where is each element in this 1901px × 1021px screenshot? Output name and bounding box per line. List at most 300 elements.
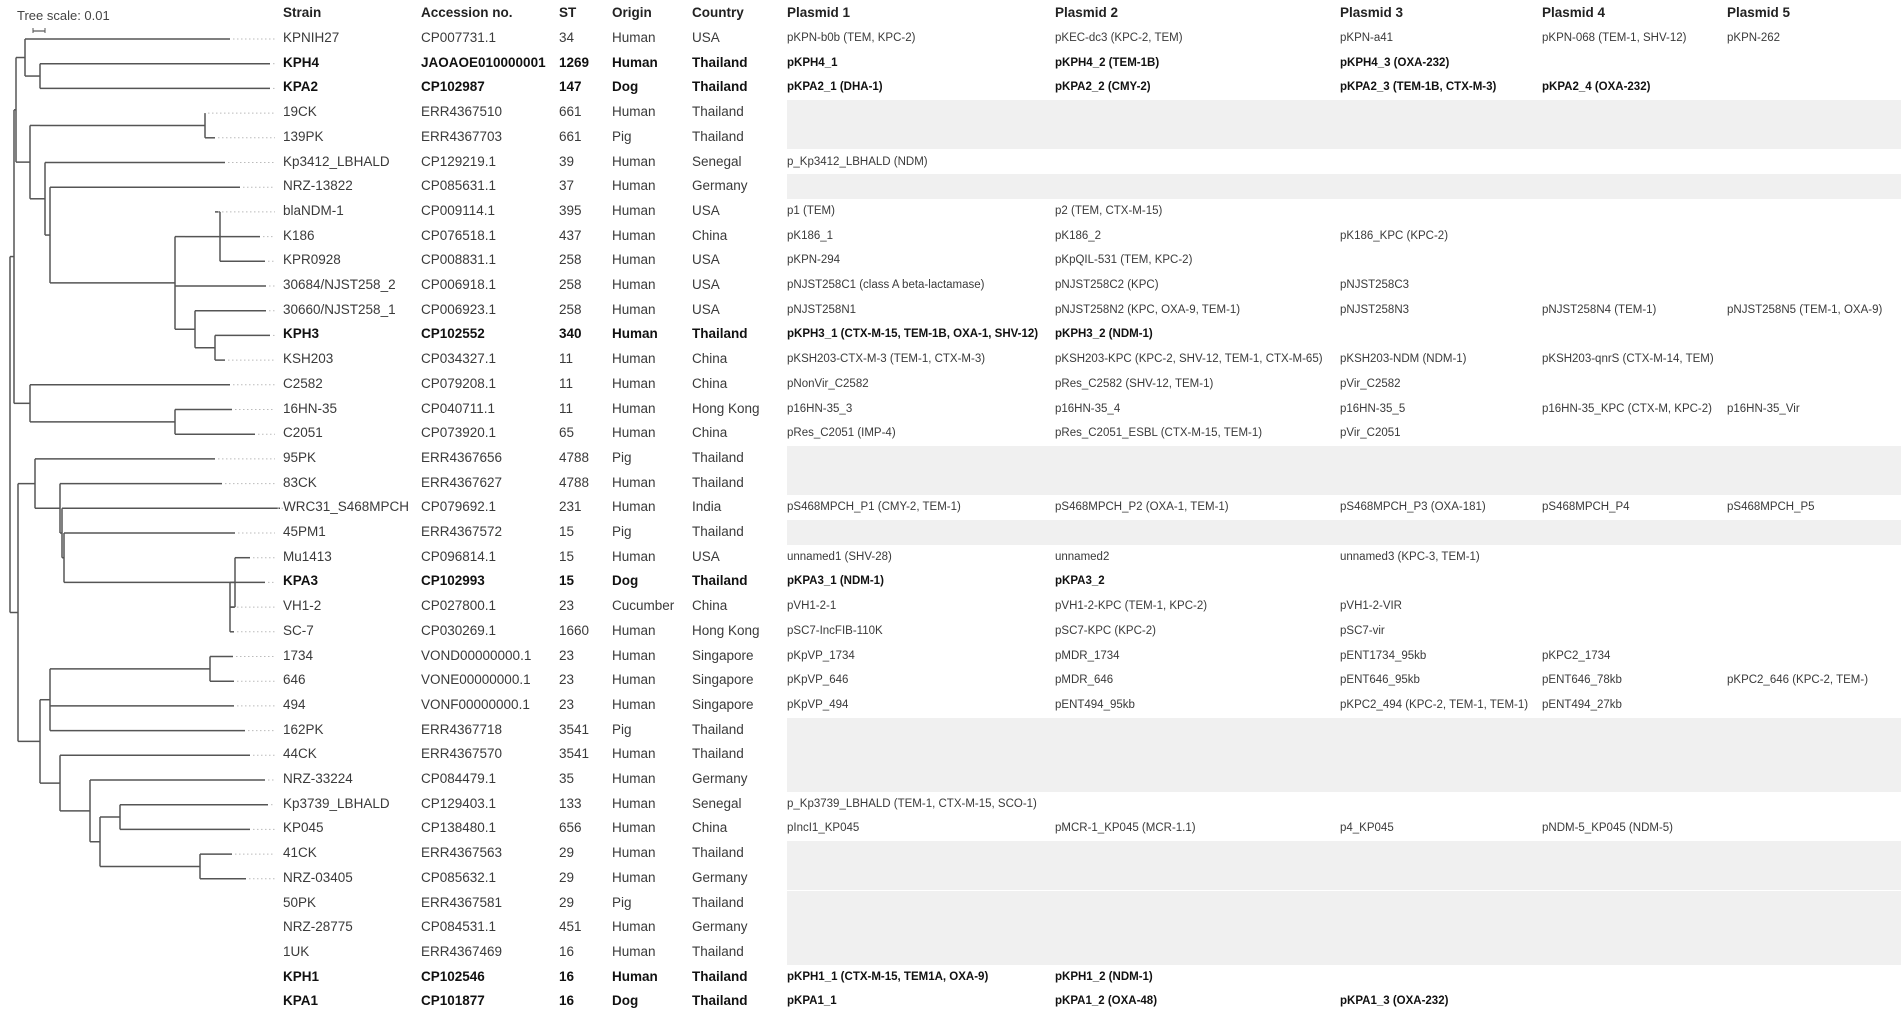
plasmid-4-cell: pENT646_78kb: [1542, 674, 1622, 687]
country-cell: China: [692, 598, 728, 614]
accession-number-cell: CP040711.1: [421, 400, 496, 416]
table-row: [0, 841, 1901, 866]
strain-name-cell: C2582: [283, 375, 323, 391]
sequence-type-cell: 23: [559, 598, 575, 614]
table-row: [0, 100, 1901, 125]
strain-name-cell: VH1-2: [283, 598, 322, 614]
plasmid-5-cell: pNJST258N5 (TEM-1, OXA-9): [1727, 303, 1883, 316]
origin-cell: Human: [612, 795, 656, 811]
plasmid-3-cell: pENT1734_95kb: [1340, 649, 1427, 662]
accession-number-cell: CP085632.1: [421, 869, 497, 885]
accession-number-cell: CP084479.1: [421, 771, 497, 786]
country-cell: Singapore: [692, 672, 754, 688]
country-cell: USA: [692, 202, 720, 218]
accession-number-cell: ERR4367656: [421, 449, 503, 465]
sequence-type-cell: 15: [559, 524, 575, 539]
origin-cell: Human: [612, 746, 656, 762]
country-cell: Thailand: [692, 524, 744, 539]
table-row: [0, 446, 1901, 471]
table-row: [0, 199, 1901, 224]
plasmid-3-cell: pKSH203-NDM (NDM-1): [1340, 353, 1467, 366]
country-cell: India: [692, 499, 722, 515]
strain-name-cell: 50PK: [283, 894, 317, 910]
table-row: [0, 693, 1901, 718]
country-cell: Thailand: [692, 128, 744, 144]
origin-cell: Human: [612, 153, 656, 169]
table-row: [0, 421, 1901, 446]
table-row: [0, 174, 1901, 199]
accession-number-cell: CP079208.1: [421, 375, 497, 391]
country-cell: China: [692, 375, 728, 391]
plasmid-4-cell: pNDM-5_KP045 (NDM-5): [1542, 822, 1674, 835]
strain-name-cell: KSH203: [283, 351, 334, 367]
plasmid-2-cell: pVH1-2-KPC (TEM-1, KPC-2): [1055, 600, 1208, 613]
strain-name-cell: KP045: [283, 820, 324, 836]
plasmid-1-cell: pKPA2_1 (DHA-1): [787, 81, 883, 94]
table-row: [0, 965, 1901, 990]
table-row: [0, 989, 1901, 1014]
table-row: [0, 569, 1901, 594]
origin-cell: Human: [612, 227, 656, 243]
country-cell: Thailand: [692, 746, 744, 762]
country-cell: USA: [692, 30, 720, 45]
table-row: [0, 891, 1901, 916]
plasmid-1-cell: pNJST258C1 (class A beta-lactamase): [787, 279, 985, 291]
strain-name-cell: NRZ-28775: [283, 919, 353, 935]
sequence-type-cell: 661: [559, 128, 582, 144]
sequence-type-cell: 258: [559, 301, 582, 317]
plasmid-2-cell: pNJST258N2 (KPC, OXA-9, TEM-1): [1055, 303, 1241, 316]
plasmid-3-cell: pKPH4_3 (OXA-232): [1340, 56, 1450, 69]
plasmid-1-cell: pKPN-b0b (TEM, KPC-2): [787, 32, 916, 44]
accession-number-cell: CP102987: [421, 79, 485, 95]
tree-scale-label: Tree scale: 0.01: [17, 8, 110, 23]
country-cell: Hong Kong: [692, 622, 760, 638]
table-row: [0, 298, 1901, 323]
origin-cell: Dog: [612, 993, 639, 1009]
plasmid-1-cell: pNJST258N1: [787, 303, 857, 316]
header-plasmid2: Plasmid 2: [1055, 5, 1119, 20]
plasmid-3-cell: pKPC2_494 (KPC-2, TEM-1, TEM-1): [1340, 698, 1529, 711]
sequence-type-cell: 23: [559, 672, 575, 688]
plasmid-2-cell: pSC7-KPC (KPC-2): [1055, 624, 1156, 637]
table-row: [0, 322, 1901, 347]
table-row: [0, 619, 1901, 644]
country-cell: Germany: [692, 178, 748, 194]
strain-name-cell: C2051: [283, 425, 323, 441]
sequence-type-cell: 39: [559, 153, 575, 169]
strain-name-cell: blaNDM-1: [283, 202, 344, 218]
accession-number-cell: ERR4367563: [421, 845, 503, 861]
plasmid-2-cell: pNJST258C2 (KPC): [1055, 279, 1159, 291]
sequence-type-cell: 16: [559, 943, 575, 959]
country-cell: Thailand: [692, 968, 748, 984]
sequence-type-cell: 451: [559, 919, 582, 935]
strain-name-cell: KPH1: [283, 968, 320, 984]
origin-cell: Human: [612, 425, 656, 441]
strain-name-cell: 646: [283, 672, 306, 688]
origin-cell: Human: [612, 474, 656, 490]
origin-cell: Human: [612, 647, 656, 663]
country-cell: Thailand: [692, 845, 744, 861]
plasmid-1-cell: pKPN-294: [787, 254, 841, 267]
sequence-type-cell: 661: [559, 104, 582, 120]
accession-number-cell: CP030269.1: [421, 622, 497, 638]
plasmid-2-cell: pKpQIL-531 (TEM, KPC-2): [1055, 254, 1193, 267]
table-row: [0, 866, 1901, 891]
plasmid-4-cell: pNJST258N4 (TEM-1): [1542, 303, 1657, 316]
plasmid-4-cell: p16HN-35_KPC (CTX-M, KPC-2): [1542, 402, 1712, 415]
origin-cell: Human: [612, 548, 656, 564]
plasmid-4-cell: pKPN-068 (TEM-1, SHV-12): [1542, 32, 1687, 44]
sequence-type-cell: 133: [559, 795, 582, 811]
accession-number-cell: ERR4367570: [421, 746, 503, 762]
origin-cell: Human: [612, 968, 658, 984]
strain-name-cell: 30660/NJST258_1: [283, 301, 396, 317]
accession-number-cell: CP129403.1: [421, 795, 497, 811]
origin-cell: Human: [612, 622, 656, 638]
table-row: [0, 718, 1901, 743]
plasmid-2-cell: pRes_C2051_ESBL (CTX-M-15, TEM-1): [1055, 427, 1263, 440]
table-row: [0, 347, 1901, 372]
accession-number-cell: CP096814.1: [421, 548, 497, 564]
plasmid-2-cell: pKPH3_2 (NDM-1): [1055, 328, 1153, 341]
table-row: [0, 520, 1901, 545]
strain-name-cell: 95PK: [283, 449, 317, 465]
plasmid-2-cell: pKSH203-KPC (KPC-2, SHV-12, TEM-1, CTX-M-65): [1055, 353, 1323, 366]
origin-cell: Human: [612, 375, 656, 391]
accession-number-cell: CP101877: [421, 993, 485, 1009]
sequence-type-cell: 23: [559, 696, 575, 712]
country-cell: China: [692, 820, 728, 836]
sequence-type-cell: 231: [559, 499, 582, 515]
country-cell: Germany: [692, 869, 748, 885]
plasmid-3-cell: pVH1-2-VIR: [1340, 600, 1402, 613]
plasmid-1-cell: pNonVir_C2582: [787, 377, 869, 390]
accession-number-cell: CP102552: [421, 326, 485, 342]
origin-cell: Human: [612, 771, 656, 786]
strain-name-cell: 1UK: [283, 943, 310, 959]
plasmid-2-cell: pRes_C2582 (SHV-12, TEM-1): [1055, 377, 1214, 390]
sequence-type-cell: 29: [559, 894, 575, 910]
header-plasmid3: Plasmid 3: [1340, 5, 1404, 20]
country-cell: Singapore: [692, 647, 754, 663]
accession-number-cell: CP102546: [421, 968, 485, 984]
origin-cell: Human: [612, 54, 658, 70]
plasmid-1-cell: pKPH4_1: [787, 56, 838, 69]
country-cell: USA: [692, 301, 720, 317]
sequence-type-cell: 29: [559, 845, 575, 861]
country-cell: Singapore: [692, 696, 754, 712]
table-row: [0, 668, 1901, 693]
plasmid-5-cell: pKPN-262: [1727, 32, 1781, 44]
plasmid-3-cell: pKPA2_3 (TEM-1B, CTX-M-3): [1340, 81, 1497, 94]
plasmid-3-cell: pKPN-a41: [1340, 32, 1394, 44]
table-row: [0, 594, 1901, 619]
strain-name-cell: 494: [283, 696, 306, 712]
plasmid-3-cell: pNJST258C3: [1340, 279, 1410, 291]
strain-name-cell: NRZ-33224: [283, 771, 353, 786]
plasmid-4-cell: pS468MPCH_P4: [1542, 501, 1630, 514]
sequence-type-cell: 16: [559, 968, 575, 984]
table-row: [0, 545, 1901, 570]
plasmid-3-cell: pK186_KPC (KPC-2): [1340, 229, 1449, 242]
strain-name-cell: KPR0928: [283, 252, 341, 268]
country-cell: China: [692, 351, 728, 367]
strain-name-cell: WRC31_S468MPCH: [283, 499, 410, 515]
sequence-type-cell: 147: [559, 79, 582, 95]
sequence-type-cell: 11: [559, 375, 574, 391]
plasmid-3-cell: unnamed3 (KPC-3, TEM-1): [1340, 550, 1480, 563]
table-row: [0, 816, 1901, 841]
plasmid-2-cell: pKPH4_2 (TEM-1B): [1055, 56, 1160, 69]
origin-cell: Human: [612, 351, 656, 367]
table-row: [0, 26, 1901, 51]
sequence-type-cell: 1269: [559, 54, 590, 70]
plasmid-2-cell: pKPA2_2 (CMY-2): [1055, 81, 1151, 94]
plasmid-1-cell: pKPA3_1 (NDM-1): [787, 575, 884, 588]
plasmid-4-cell: pENT494_27kb: [1542, 698, 1622, 711]
strain-name-cell: 41CK: [283, 845, 317, 861]
accession-number-cell: CP006923.1: [421, 301, 497, 317]
plasmid-3-cell: p16HN-35_5: [1340, 402, 1406, 415]
country-cell: USA: [692, 252, 720, 268]
origin-cell: Human: [612, 943, 656, 959]
plasmid-2-cell: pENT494_95kb: [1055, 698, 1135, 711]
strain-name-cell: NRZ-13822: [283, 178, 353, 194]
country-cell: Senegal: [692, 795, 742, 811]
sequence-type-cell: 16: [559, 993, 575, 1009]
plasmid-1-cell: p1 (TEM): [787, 204, 835, 217]
origin-cell: Human: [612, 104, 656, 120]
strain-name-cell: 30684/NJST258_2: [283, 277, 396, 292]
accession-number-cell: CP102993: [421, 573, 485, 589]
sequence-type-cell: 1660: [559, 622, 590, 638]
accession-number-cell: CP073920.1: [421, 425, 497, 441]
accession-number-cell: ERR4367510: [421, 104, 503, 120]
sequence-type-cell: 23: [559, 647, 575, 663]
plasmid-2-cell: p16HN-35_4: [1055, 402, 1121, 415]
plasmid-1-cell: pKPH1_1 (CTX-M-15, TEM1A, OXA-9): [787, 970, 989, 983]
plasmid-1-cell: pKpVP_494: [787, 698, 849, 711]
strain-name-cell: NRZ-03405: [283, 869, 353, 885]
sequence-type-cell: 11: [559, 351, 574, 367]
plasmid-1-cell: pVH1-2-1: [787, 600, 837, 613]
header-st: ST: [559, 5, 577, 20]
plasmid-1-cell: p_Kp3412_LBHALD (NDM): [787, 155, 928, 168]
plasmid-2-cell: pS468MPCH_P2 (OXA-1, TEM-1): [1055, 501, 1229, 514]
plasmid-5-cell: pKPC2_646 (KPC-2, TEM-): [1727, 674, 1869, 687]
origin-cell: Human: [612, 820, 656, 836]
accession-number-cell: ERR4367627: [421, 474, 503, 490]
plasmid-4-cell: pKPA2_4 (OXA-232): [1542, 81, 1651, 94]
strain-name-cell: 16HN-35: [283, 400, 338, 416]
origin-cell: Human: [612, 672, 656, 688]
table-row: [0, 397, 1901, 422]
country-cell: China: [692, 227, 728, 243]
accession-number-cell: ERR4367469: [421, 943, 503, 959]
plasmid-1-cell: pS468MPCH_P1 (CMY-2, TEM-1): [787, 501, 961, 514]
plasmid-1-cell: pIncI1_KP045: [787, 822, 860, 835]
country-cell: Thailand: [692, 79, 748, 95]
accession-number-cell: CP076518.1: [421, 227, 497, 243]
table-row: [0, 248, 1901, 273]
origin-cell: Human: [612, 178, 656, 194]
strain-name-cell: KPNIH27: [283, 30, 340, 45]
plasmid-3-cell: pVir_C2051: [1340, 427, 1401, 440]
origin-cell: Pig: [612, 449, 632, 465]
table-row: [0, 471, 1901, 496]
country-cell: Senegal: [692, 153, 742, 169]
sequence-type-cell: 37: [559, 178, 575, 194]
accession-number-cell: CP138480.1: [421, 820, 497, 836]
origin-cell: Dog: [612, 573, 639, 589]
plasmid-4-cell: pKPC2_1734: [1542, 649, 1611, 662]
sequence-type-cell: 4788: [559, 474, 590, 490]
plasmid-2-cell: pMDR_646: [1055, 674, 1114, 687]
country-cell: Thailand: [692, 104, 744, 120]
sequence-type-cell: 29: [559, 869, 575, 885]
origin-cell: Human: [612, 919, 656, 935]
country-cell: USA: [692, 277, 720, 292]
accession-number-cell: CP006918.1: [421, 277, 497, 292]
accession-number-cell: CP079692.1: [421, 499, 497, 515]
origin-cell: Human: [612, 301, 656, 317]
origin-cell: Human: [612, 696, 656, 712]
country-cell: USA: [692, 548, 720, 564]
plasmid-1-cell: pKPH3_1 (CTX-M-15, TEM-1B, OXA-1, SHV-12): [787, 328, 1039, 341]
origin-cell: Human: [612, 30, 656, 45]
strain-name-cell: 1734: [283, 647, 314, 663]
plasmid-1-cell: pRes_C2051 (IMP-4): [787, 427, 896, 440]
origin-cell: Pig: [612, 721, 632, 737]
accession-number-cell: ERR4367581: [421, 894, 503, 910]
plasmid-1-cell: pKpVP_1734: [787, 649, 855, 662]
strain-name-cell: 19CK: [283, 104, 317, 120]
sequence-type-cell: 15: [559, 573, 575, 589]
plasmid-5-cell: pS468MPCH_P5: [1727, 501, 1815, 514]
accession-number-cell: CP034327.1: [421, 351, 497, 367]
strain-name-cell: SC-7: [283, 622, 314, 638]
country-cell: Thailand: [692, 721, 744, 737]
origin-cell: Pig: [612, 894, 632, 910]
table-row: [0, 51, 1901, 76]
accession-number-cell: CP085631.1: [421, 178, 497, 194]
accession-number-cell: CP027800.1: [421, 598, 497, 614]
strain-name-cell: Kp3739_LBHALD: [283, 795, 390, 811]
sequence-type-cell: 11: [559, 400, 574, 416]
plasmid-2-cell: pKPA3_2: [1055, 575, 1105, 588]
plasmid-3-cell: pKPA1_3 (OXA-232): [1340, 995, 1449, 1008]
sequence-type-cell: 656: [559, 820, 582, 836]
sequence-type-cell: 395: [559, 202, 582, 218]
plasmid-3-cell: pSC7-vir: [1340, 624, 1385, 637]
strain-name-cell: KPH3: [283, 326, 320, 342]
header-strain: Strain: [283, 5, 322, 20]
country-cell: Thailand: [692, 326, 748, 342]
country-cell: Hong Kong: [692, 400, 760, 416]
strain-name-cell: KPH4: [283, 54, 320, 70]
origin-cell: Pig: [612, 524, 632, 539]
strain-name-cell: 83CK: [283, 474, 317, 490]
strain-name-cell: 45PM1: [283, 524, 326, 539]
plasmid-3-cell: p4_KP045: [1340, 822, 1394, 835]
sequence-type-cell: 437: [559, 227, 582, 243]
country-cell: Germany: [692, 771, 748, 786]
strain-name-cell: KPA2: [283, 79, 319, 95]
strain-name-cell: Mu1413: [283, 548, 332, 564]
plasmid-2-cell: pMCR-1_KP045 (MCR-1.1): [1055, 822, 1196, 835]
origin-cell: Human: [612, 499, 656, 515]
accession-number-cell: CP007731.1: [421, 30, 497, 45]
country-cell: Thailand: [692, 474, 744, 490]
accession-number-cell: VONF00000000.1: [421, 696, 530, 712]
header-origin: Origin: [612, 5, 652, 20]
accession-number-cell: VONE00000000.1: [421, 672, 531, 688]
table-row: [0, 742, 1901, 767]
header-country: Country: [692, 5, 744, 20]
accession-number-cell: ERR4367703: [421, 128, 503, 144]
table-row: [0, 792, 1901, 817]
country-cell: Thailand: [692, 894, 744, 910]
accession-number-cell: CP084531.1: [421, 919, 497, 935]
strain-name-cell: KPA3: [283, 573, 319, 589]
plasmid-1-cell: pK186_1: [787, 229, 834, 242]
accession-number-cell: VOND00000000.1: [421, 647, 532, 663]
plasmid-2-cell: pKPA1_2 (OXA-48): [1055, 995, 1158, 1008]
plasmid-1-cell: p_Kp3739_LBHALD (TEM-1, CTX-M-15, SCO-1): [787, 797, 1037, 810]
plasmid-3-cell: pS468MPCH_P3 (OXA-181): [1340, 501, 1486, 514]
plasmid-4-cell: pKSH203-qnrS (CTX-M-14, TEM): [1542, 353, 1714, 366]
plasmid-1-cell: unnamed1 (SHV-28): [787, 550, 892, 563]
table-row: [0, 75, 1901, 100]
accession-number-cell: CP008831.1: [421, 252, 497, 268]
table-row: [0, 372, 1901, 397]
plasmid-1-cell: pKPA1_1: [787, 995, 837, 1008]
origin-cell: Human: [612, 277, 656, 292]
table-row: [0, 915, 1901, 940]
plasmid-2-cell: pKEC-dc3 (KPC-2, TEM): [1055, 32, 1183, 44]
origin-cell: Pig: [612, 128, 632, 144]
sequence-type-cell: 34: [559, 30, 575, 45]
country-cell: Thailand: [692, 573, 748, 589]
plasmid-2-cell: p2 (TEM, CTX-M-15): [1055, 204, 1163, 217]
plasmid-2-cell: pK186_2: [1055, 229, 1102, 242]
plasmid-5-cell: p16HN-35_Vir: [1727, 402, 1800, 415]
sequence-type-cell: 3541: [559, 721, 590, 737]
accession-number-cell: ERR4367572: [421, 524, 503, 539]
strain-name-cell: 44CK: [283, 746, 317, 762]
country-cell: Germany: [692, 919, 748, 935]
accession-number-cell: CP129219.1: [421, 153, 497, 169]
country-cell: Thailand: [692, 449, 744, 465]
country-cell: Thailand: [692, 54, 748, 70]
plasmid-3-cell: pNJST258N3: [1340, 303, 1410, 316]
origin-cell: Human: [612, 845, 656, 861]
plasmid-1-cell: pKSH203-CTX-M-3 (TEM-1, CTX-M-3): [787, 353, 986, 366]
table-row: [0, 273, 1901, 298]
sequence-type-cell: 258: [559, 277, 582, 292]
plasmid-2-cell: unnamed2: [1055, 550, 1110, 563]
sequence-type-cell: 35: [559, 771, 575, 786]
strain-name-cell: K186: [283, 227, 315, 243]
sequence-type-cell: 3541: [559, 746, 590, 762]
sequence-type-cell: 15: [559, 548, 575, 564]
table-row: [0, 495, 1901, 520]
origin-cell: Cucumber: [612, 598, 675, 614]
plasmid-2-cell: pKPH1_2 (NDM-1): [1055, 970, 1153, 983]
table-row: [0, 644, 1901, 669]
